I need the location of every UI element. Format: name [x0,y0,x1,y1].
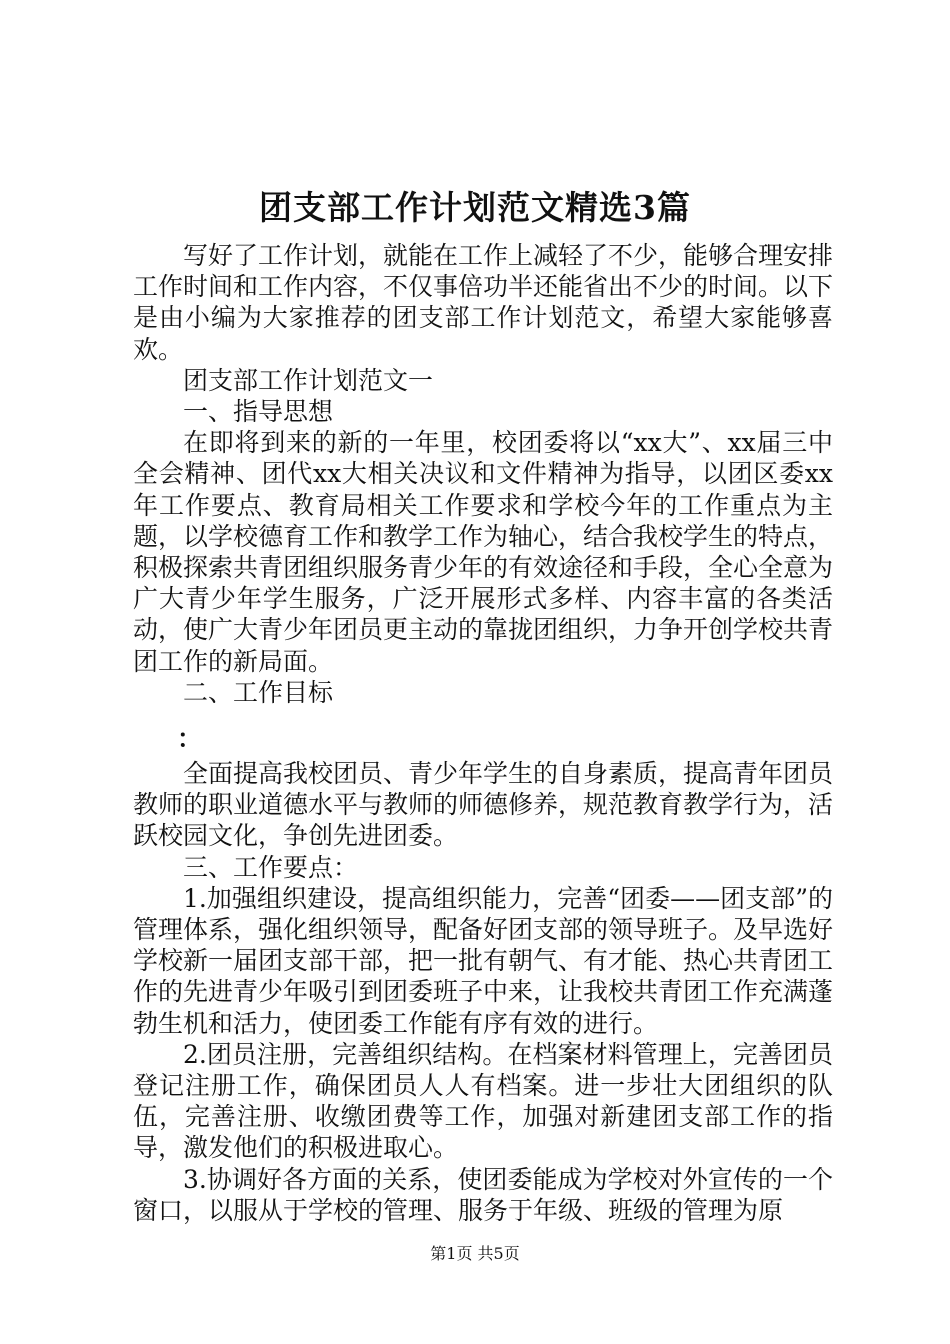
heading-work-points: 三、工作要点： [183,852,359,882]
work-point-3: 3.协调好各方面的关系，使团委能成为学校对外宣传的一个窗口，以服从于学校的管理、服务于年级、班级的管理为原 [133,1164,833,1225]
work-point-1: 1.加强组织建设，提高组织能力，完善“团委——团支部”的管理体系，强化组织领导，配备好团支部的领导班子。及早选好学校新一届团支部干部，把一批有朝气、有才能、热心共青团工作的先进青少年吸引到团委班子中来，让我校共青团工作充满蓬勃生机和活力，使团委工作能有序有效的进行。 [133,883,834,1038]
heading-work-goals: 二、工作目标 [183,677,334,707]
guiding-thought-paragraph: 在即将到来的新的一年里，校团委将以“xx大”、xx届三中全会精神、团代xx大相关决议和文件精神为指导，以团区委xx年工作要点、教育局相关工作要求和学校今年的工作重点为主题，以学校德育工作和教学工作为轴心，结合我校学生的特点，积极探索共青团组织服务青少年的有效途径和手段，全心全意为广大青少年学生服务，广泛开展形式多样、内容丰富的各类活动，使广大青少年团员更主动的靠拢团组织，力争开创学校共青团工作的新局面。 [133,428,834,676]
colon-mark: ： [177,724,203,754]
work-goals-paragraph: 全面提高我校团员、青少年学生的自身素质，提高青年团员教师的职业道德水平与教师的师德修养，规范教育教学行为，活跃校园文化，争创先进团委。 [133,759,834,851]
heading-guiding-thought: 一、指导思想 [183,397,334,427]
intro-paragraph: 写好了工作计划，就能在工作上减轻了不少，能够合理安排工作时间和工作内容，不仅事倍功半还能省出不少的时间。以下是由小编为大家推荐的团支部工作计划范文，希望大家能够喜欢。 [133,241,834,364]
section-heading-plan-one: 团支部工作计划范文一 [183,365,434,395]
work-point-2: 2.团员注册，完善组织结构。在档案材料管理上，完善团员登记注册工作，确保团员人人有档案。进一步壮大团组织的队伍，完善注册、收缴团费等工作，加强对新建团支部工作的指导，激发他们的积极进取心。 [133,1039,833,1163]
document-title: 团支部工作计划范文精选3篇 [259,188,691,227]
document-body [133,240,833,1226]
page-footer: 第1页 共5页 [430,1244,520,1263]
